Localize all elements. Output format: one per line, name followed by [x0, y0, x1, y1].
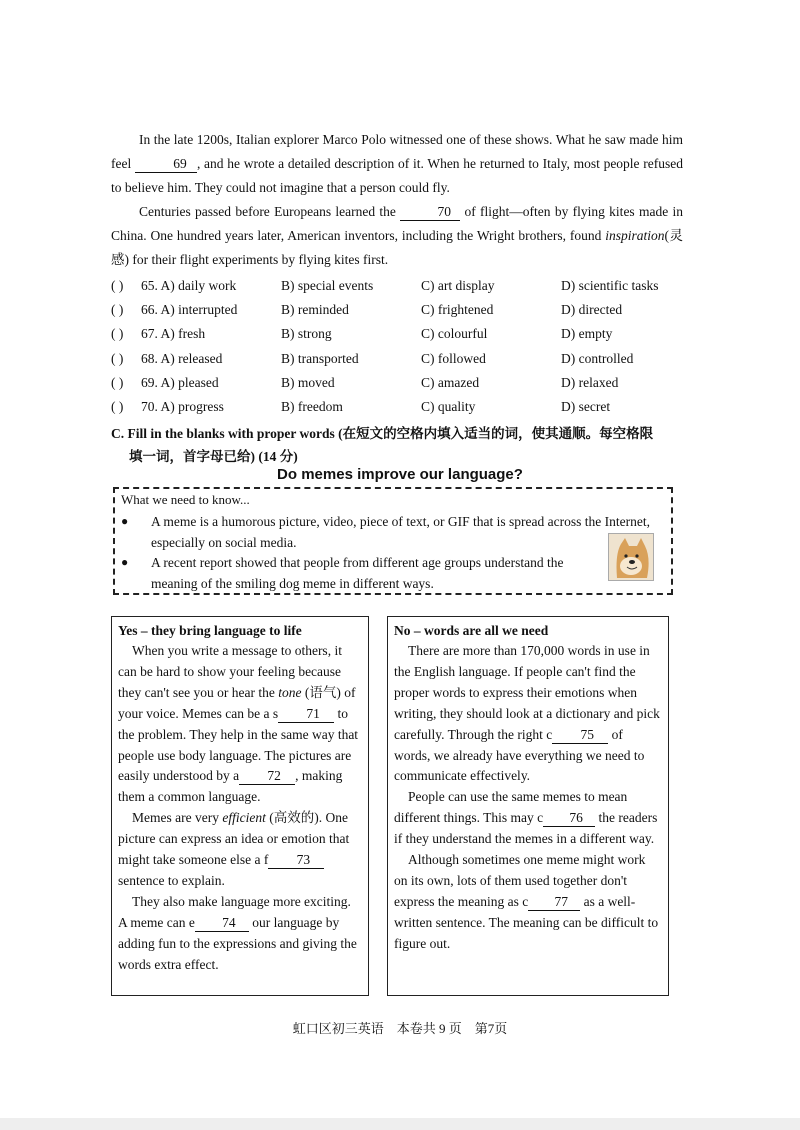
text: of your voice. Memes can be a s	[118, 684, 356, 721]
answer-bracket[interactable]: ( )	[111, 278, 124, 294]
text: In the late 1200s, Italian explorer Marco Polo witnessed one of these shows. What he saw made him feel	[111, 132, 683, 171]
option-d: D) secret	[561, 399, 611, 415]
text: Although sometimes one meme might work on its own, lots of them used together don't express the meaning as c	[394, 852, 646, 909]
blank-73[interactable]: 73	[268, 852, 324, 869]
answer-bracket[interactable]: ( )	[111, 374, 124, 390]
bullet-line: A recent report showed that people from different age groups understand the	[151, 555, 564, 570]
blank-75[interactable]: 75	[552, 727, 608, 744]
passage-paragraph-2	[111, 200, 683, 272]
options-list	[111, 274, 691, 419]
option-c: C) colourful	[421, 326, 488, 342]
text: (语气)	[304, 684, 341, 700]
section-c-line-1: C. Fill in the blanks with proper words (在短文的空格内填入适当的词，使其通顺。每空格限	[111, 426, 654, 441]
yes-paragraph-2	[118, 808, 362, 892]
yes-heading: Yes – they bring language to life	[118, 623, 302, 638]
no-heading: No – words are all we need	[394, 623, 549, 638]
no-paragraph-3	[394, 850, 662, 955]
text: of flight—often by flying kites made in China. One hundred years later, American inventors, including the Wright brothers, found	[111, 204, 684, 243]
blank-74[interactable]: 74	[195, 915, 249, 932]
yes-paragraph-3	[118, 892, 362, 976]
text: Memes are very	[132, 810, 219, 826]
text: as a well-written sentence. The meaning can be difficult to figure out.	[394, 893, 659, 951]
text: of words, we already have everything we need to communicate effectively.	[394, 726, 645, 784]
text: , and he wrote a detailed description of it. When he returned to Italy, most people refused to believe him. They could not imagine that a person could fly.	[111, 156, 683, 195]
blank-77[interactable]: 77	[528, 894, 580, 911]
doge-meme-image	[608, 533, 654, 581]
italic-word: tone	[278, 684, 302, 700]
option-c: C) frightened	[421, 302, 494, 318]
text: , making them a common language.	[118, 768, 343, 805]
option-b: B) reminded	[281, 302, 349, 318]
no-paragraph-2	[394, 787, 662, 850]
yes-paragraph-1	[118, 641, 362, 808]
text: the readers if they understand the memes in a different way.	[394, 810, 658, 847]
bullet-line: especially on social media.	[151, 535, 297, 550]
option-a: 68. A) released	[141, 350, 223, 366]
answer-bracket[interactable]: ( )	[111, 399, 124, 415]
option-a: 66. A) interrupted	[141, 302, 238, 318]
no-body	[388, 641, 668, 955]
section-c-heading	[111, 422, 691, 468]
text: . One picture can express an idea or emotion that might take someone else a f	[118, 810, 350, 868]
option-row-68	[111, 347, 691, 371]
passage	[111, 128, 683, 272]
option-row-69	[111, 371, 691, 395]
option-row-65	[111, 274, 691, 298]
text: They also make language more exciting. A meme can e	[118, 893, 351, 930]
bullet-icon: ●	[121, 514, 129, 528]
bullet-line: meaning of the smiling dog meme in different ways.	[151, 576, 434, 591]
answer-bracket[interactable]: ( )	[111, 302, 124, 318]
blank-71[interactable]: 71	[278, 706, 334, 723]
passage-paragraph-1	[111, 128, 683, 200]
option-c: C) art display	[421, 278, 495, 294]
no-paragraph-1	[394, 641, 662, 787]
bullet-text	[151, 552, 606, 594]
answer-bracket[interactable]: ( )	[111, 326, 124, 342]
option-b: B) transported	[281, 350, 359, 366]
option-d: D) relaxed	[561, 374, 619, 390]
doge-face-icon	[609, 534, 653, 580]
option-a: 65. A) daily work	[141, 278, 237, 294]
option-d: D) empty	[561, 326, 613, 342]
text: (灵感)	[111, 228, 684, 267]
text: Centuries passed before Europeans learned the	[139, 204, 396, 219]
text: for their flight experiments by flying kites first.	[129, 252, 389, 267]
option-d: D) scientific tasks	[561, 278, 659, 294]
page-footer: 虹口区初三英语 本卷共 9 页 第7页	[292, 1021, 508, 1036]
text: our language by adding fun to the expressions and giving the words extra effect.	[118, 914, 357, 972]
section-c-line-2: 填一词，首字母已给) (14 分)	[129, 449, 298, 464]
option-a: 69. A) pleased	[141, 374, 219, 390]
option-c: C) followed	[421, 350, 486, 366]
bullet-text	[151, 511, 673, 553]
yes-box	[111, 616, 369, 996]
bullet-icon: ●	[121, 555, 129, 569]
text: There are more than 170,000 words in use in the English language. If people can't find the proper words to express their emotions when writing, they should look at a dictionary and pick carefully. Through the right c	[394, 643, 660, 742]
info-box	[113, 487, 673, 595]
option-a: 70. A) progress	[141, 399, 224, 415]
text: to the problem. They help in the same way that people use body language. The pictures are easily understood by a	[118, 705, 359, 784]
bottom-divider	[0, 1118, 800, 1130]
blank-69[interactable]: 69	[135, 156, 197, 173]
option-row-70	[111, 395, 691, 419]
option-b: B) freedom	[281, 399, 343, 415]
blank-70[interactable]: 70	[400, 204, 460, 221]
option-d: D) directed	[561, 302, 623, 318]
info-intro: What we need to know...	[121, 492, 250, 507]
option-d: D) controlled	[561, 350, 634, 366]
option-row-67	[111, 322, 691, 346]
option-c: C) quality	[421, 399, 476, 415]
option-a: 67. A) fresh	[141, 326, 206, 342]
option-row-66	[111, 298, 691, 322]
no-box	[387, 616, 669, 996]
article-title: Do memes improve our language?	[277, 466, 523, 483]
text: When you write a message to others, it can be hard to show your feeling because they can't see you or hear the	[118, 643, 342, 700]
answer-bracket[interactable]: ( )	[111, 350, 124, 366]
option-c: C) amazed	[421, 374, 480, 390]
blank-76[interactable]: 76	[543, 810, 595, 827]
text: (高效的)	[269, 810, 319, 826]
bullet-line: A meme is a humorous picture, video, piece of text, or GIF that is spread across the Internet,	[151, 514, 650, 529]
text: sentence to explain.	[118, 872, 225, 888]
option-b: B) strong	[281, 326, 332, 342]
italic-word: inspiration	[605, 228, 665, 243]
italic-word: efficient	[222, 810, 266, 826]
blank-72[interactable]: 72	[239, 768, 295, 785]
option-b: B) moved	[281, 374, 335, 390]
option-b: B) special events	[281, 278, 374, 294]
yes-body	[112, 641, 368, 976]
text: People can use the same memes to mean different things. This may c	[394, 789, 628, 826]
